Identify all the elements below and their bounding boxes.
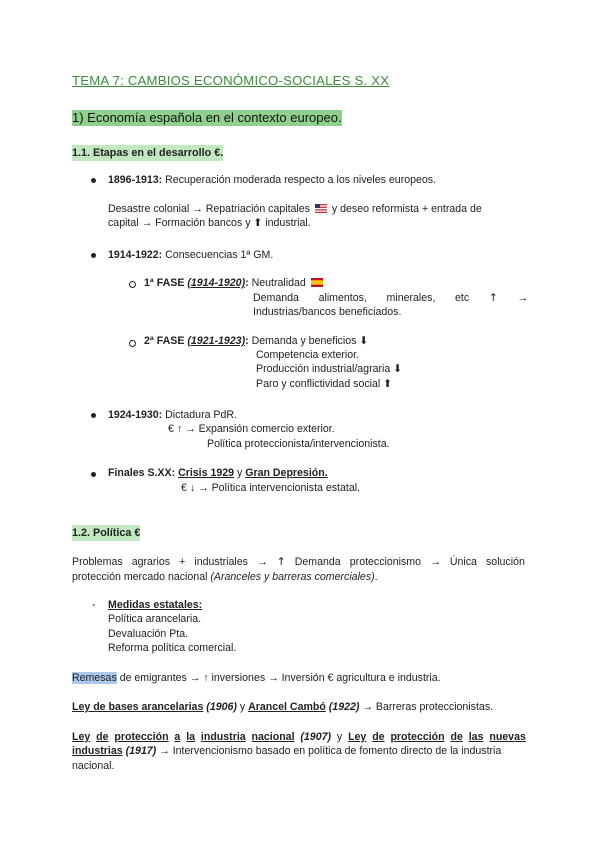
bullet-dot (91, 472, 96, 477)
ley-proteccion-line1: Ley de protección a la industria nacional (1907) y Ley de protección de las nuevas (72, 731, 526, 743)
fase-2: 2ª FASE (1921-1923): Demanda y beneficios ⬇ (144, 335, 369, 347)
paragraph-desastre: Desastre colonial → Repatriación capitales y deseo reformista + entrada de (108, 203, 482, 215)
fase-2-line4: Paro y conflictividad social ⬆ (256, 378, 393, 390)
politica-line2: protección mercado nacional (Aranceles y barreras comerciales). (72, 571, 378, 583)
highlighted-word: Remesas (72, 672, 117, 684)
medidas-heading: Medidas estatales: (108, 599, 203, 611)
spain-flag-icon (311, 278, 323, 287)
ley-bases-line: Ley de bases arancelarias (1906) y Arancel Cambó (1922) → Barreras proteccionistas. (72, 701, 494, 713)
subsection-heading-1-1: 1.1. Etapas en el desarrollo €. (72, 147, 224, 159)
bullet-1914-1922: 1914-1922: Consecuencias 1ª GM. (108, 249, 274, 261)
fase-1-line3: Industrias/bancos beneficiados. (253, 306, 402, 318)
bullet-1924-1930: 1924-1930: Dictadura PdR. (108, 409, 237, 421)
bullet-finales: Finales S.XX: Crisis 1929 y Gran Depresión. (108, 467, 328, 479)
bullet-dot (91, 253, 96, 258)
fase-2-line3: Producción industrial/agraria ⬇ (256, 363, 403, 375)
bullet-1924-1930-line2: € ↑ → Expansión comercio exterior. (168, 423, 335, 435)
sub-bullet-circle (129, 340, 136, 347)
fase-1: 1ª FASE (1914-1920): Neutralidad (144, 276, 325, 290)
remesas-line: Remesas de emigrantes → ↑ inversiones → Inversión € agricultura e industria. (72, 672, 441, 684)
paragraph-desastre-line2: capital → Formación bancos y ⬆ industrial. (108, 217, 311, 229)
medidas-item: Política arancelaria. (108, 613, 202, 625)
down-arrow-icon: ⬇ (359, 335, 369, 347)
bullet-1924-1930-line3: Política proteccionista/intervencionista. (207, 438, 390, 450)
fase-1-line2: Demanda alimentos, minerales, etc ↑ → (253, 292, 528, 304)
medidas-item: Devaluación Pta. (108, 628, 189, 640)
bullet-finales-line2: € ↓ → Política intervencionista estatal. (181, 482, 361, 494)
usa-flag-icon (315, 204, 327, 213)
page-title: TEMA 7: CAMBIOS ECONÓMICO-SOCIALES S. XX (72, 73, 390, 88)
dash-marker: - (92, 599, 96, 611)
bullet-1896-1913: 1896-1913: Recuperación moderada respecto a los niveles europeos. (108, 174, 437, 186)
politica-line1: Problemas agrarios + industriales → ↑ Demanda proteccionismo → Única solución (72, 556, 525, 568)
up-arrow-icon: ⬆ (383, 378, 393, 390)
up-arrow-icon: ⬆ (253, 217, 263, 229)
medidas-item: Reforma política comercial. (108, 642, 237, 654)
down-arrow-icon: ⬇ (393, 363, 403, 375)
ley-proteccion-line2: industrias (1917) → Intervencionismo basado en política de fomento directo de la industria (72, 745, 502, 757)
sub-bullet-circle (129, 281, 136, 288)
bullet-dot (91, 178, 96, 183)
subsection-heading-1-2: 1.2. Política € (72, 527, 141, 539)
bullet-dot (91, 413, 96, 418)
section-heading-1: 1) Economía española en el contexto europeo. (72, 110, 342, 125)
ley-proteccion-line3: nacional. (72, 760, 115, 772)
fase-2-line2: Competencia exterior. (256, 349, 360, 361)
